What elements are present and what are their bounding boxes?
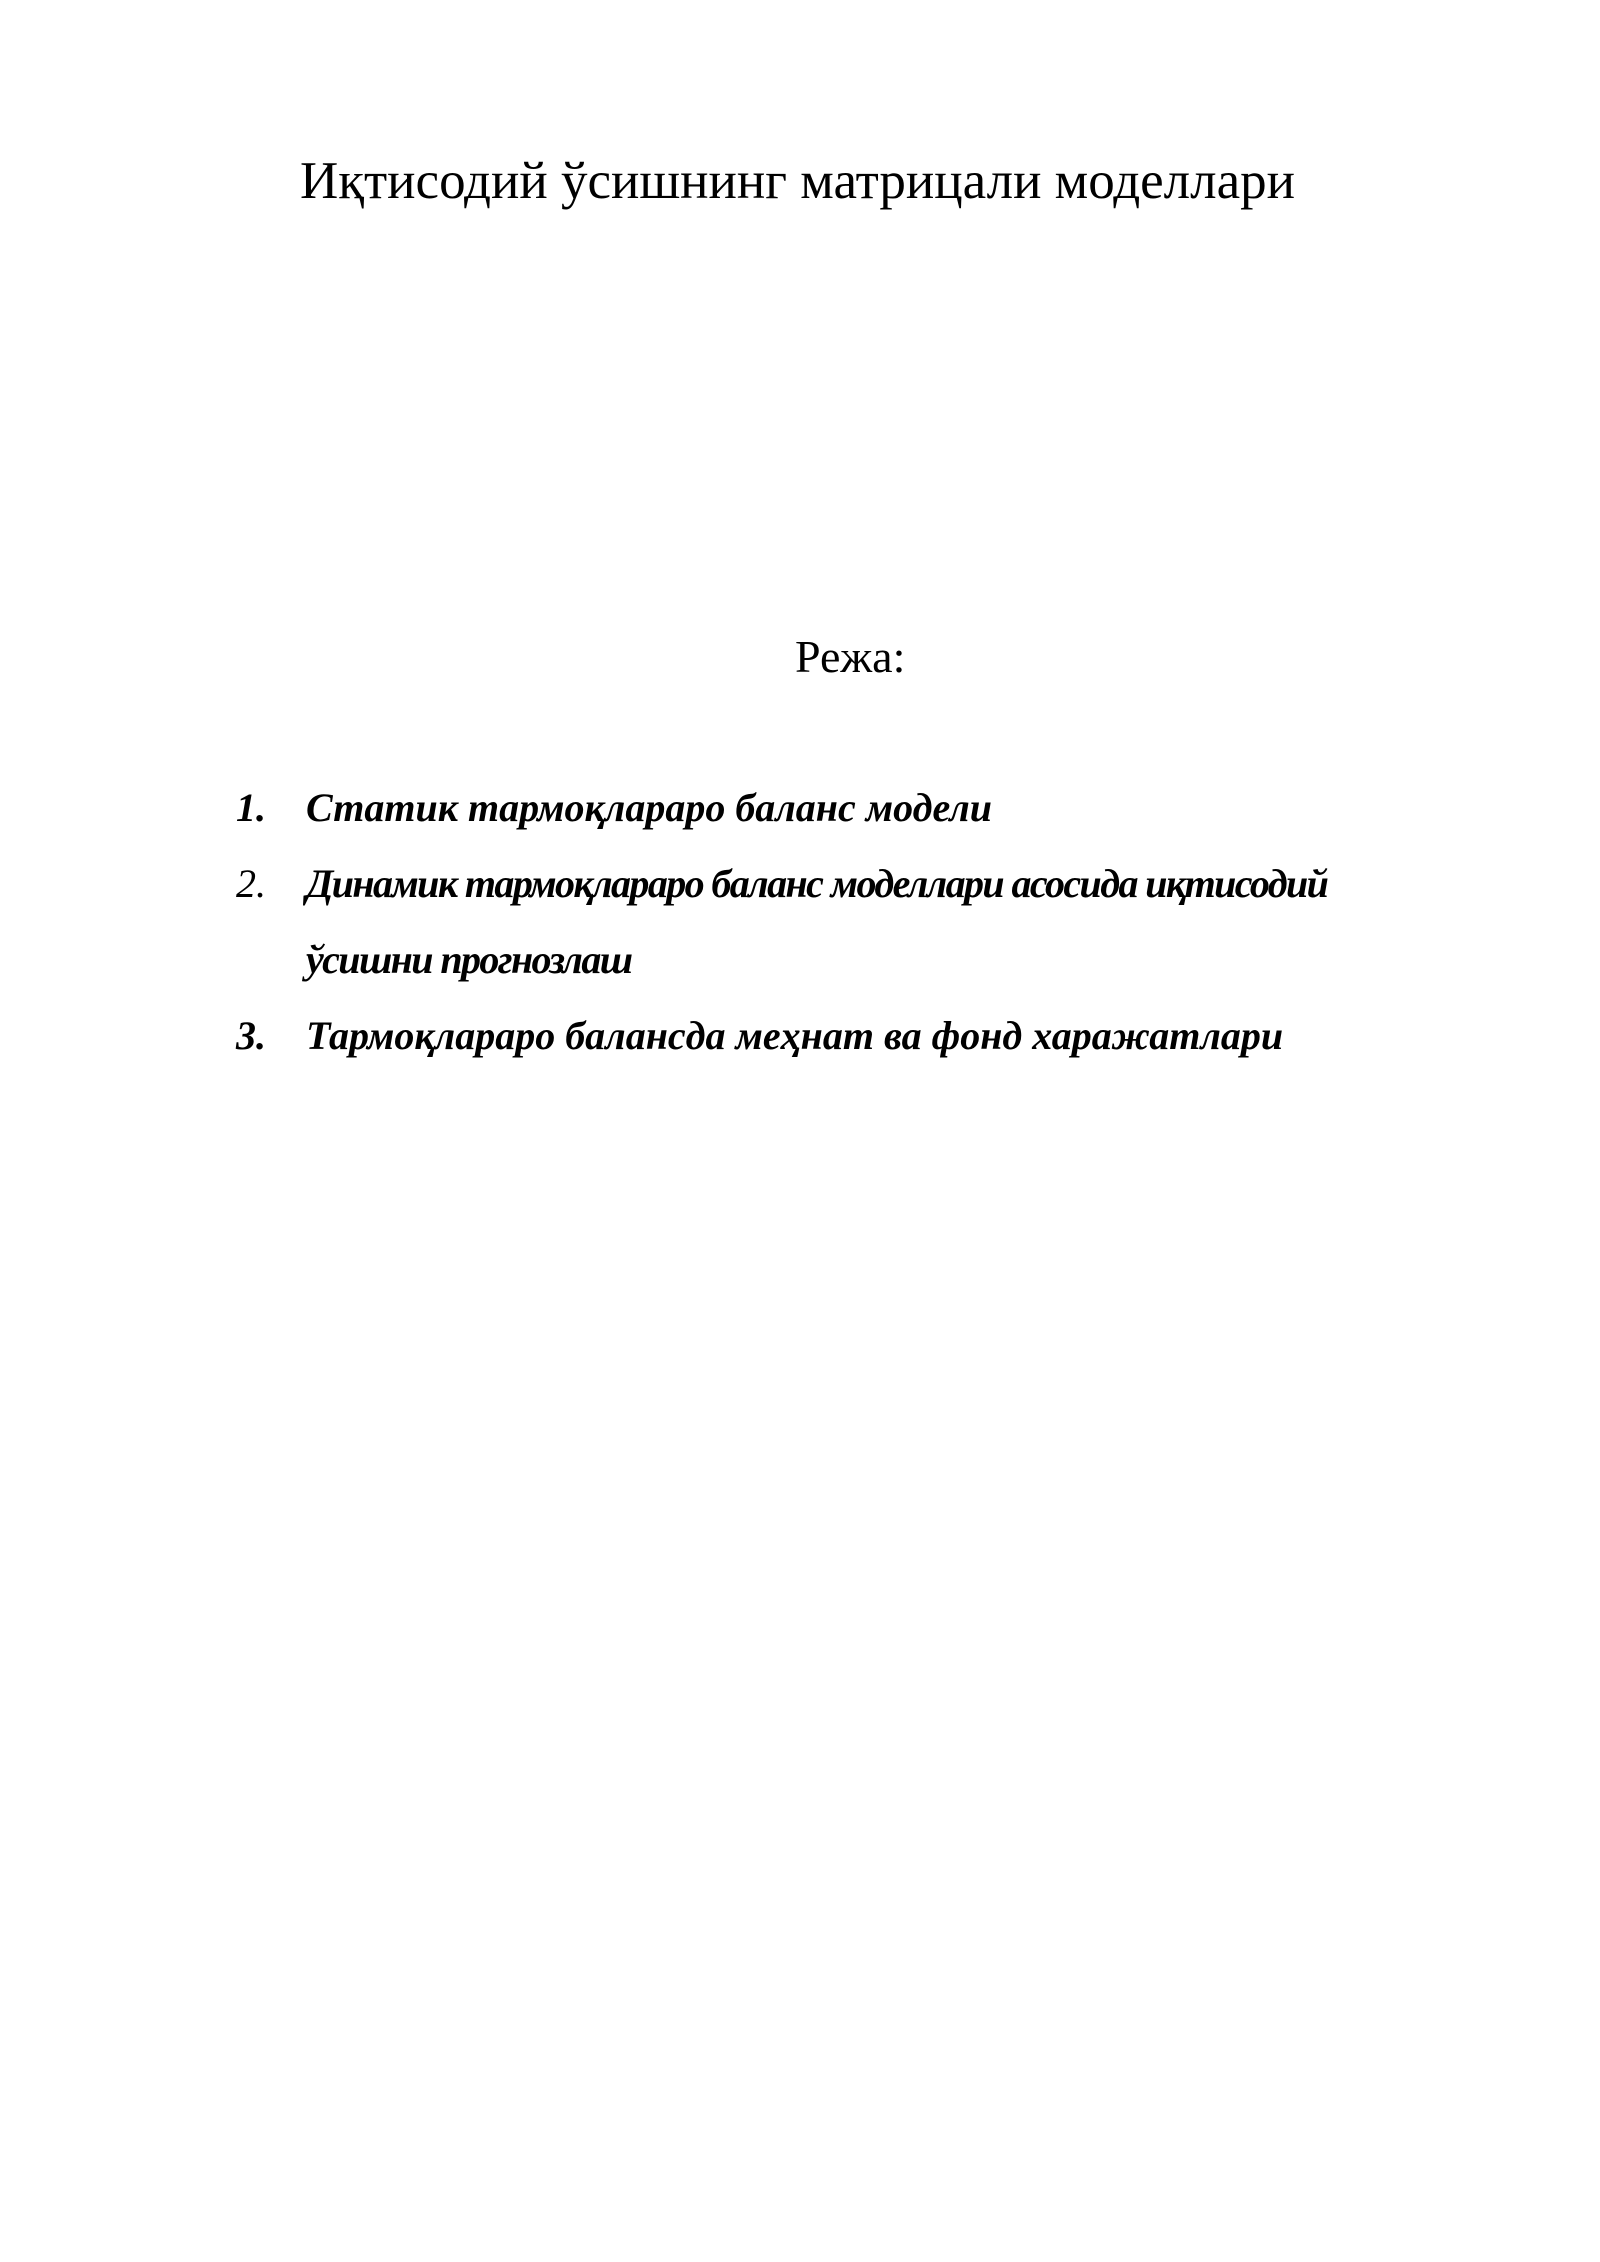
plan-item-number: 3. [236, 1013, 266, 1058]
plan-item-1 [236, 770, 1436, 846]
plan-list [236, 770, 1436, 1074]
plan-item-text: Тармоқлараро балансда меҳнат ва фонд харажатлари [306, 1013, 1284, 1058]
plan-item-text: Динамик тармоқлараро баланс моделлари асосида иқтисодий ўсишни прогнозлаш [306, 861, 1328, 982]
plan-item-3 [236, 998, 1436, 1074]
plan-item-2 [236, 846, 1436, 998]
document-title: Иқтисодий ўсишнинг матрицали моделлари [300, 152, 1295, 210]
plan-item-number: 1. [236, 785, 266, 830]
plan-heading: Режа: [795, 631, 906, 682]
plan-item-text: Статик тармоқлараро баланс модели [306, 785, 993, 830]
plan-item-number: 2. [236, 861, 266, 906]
